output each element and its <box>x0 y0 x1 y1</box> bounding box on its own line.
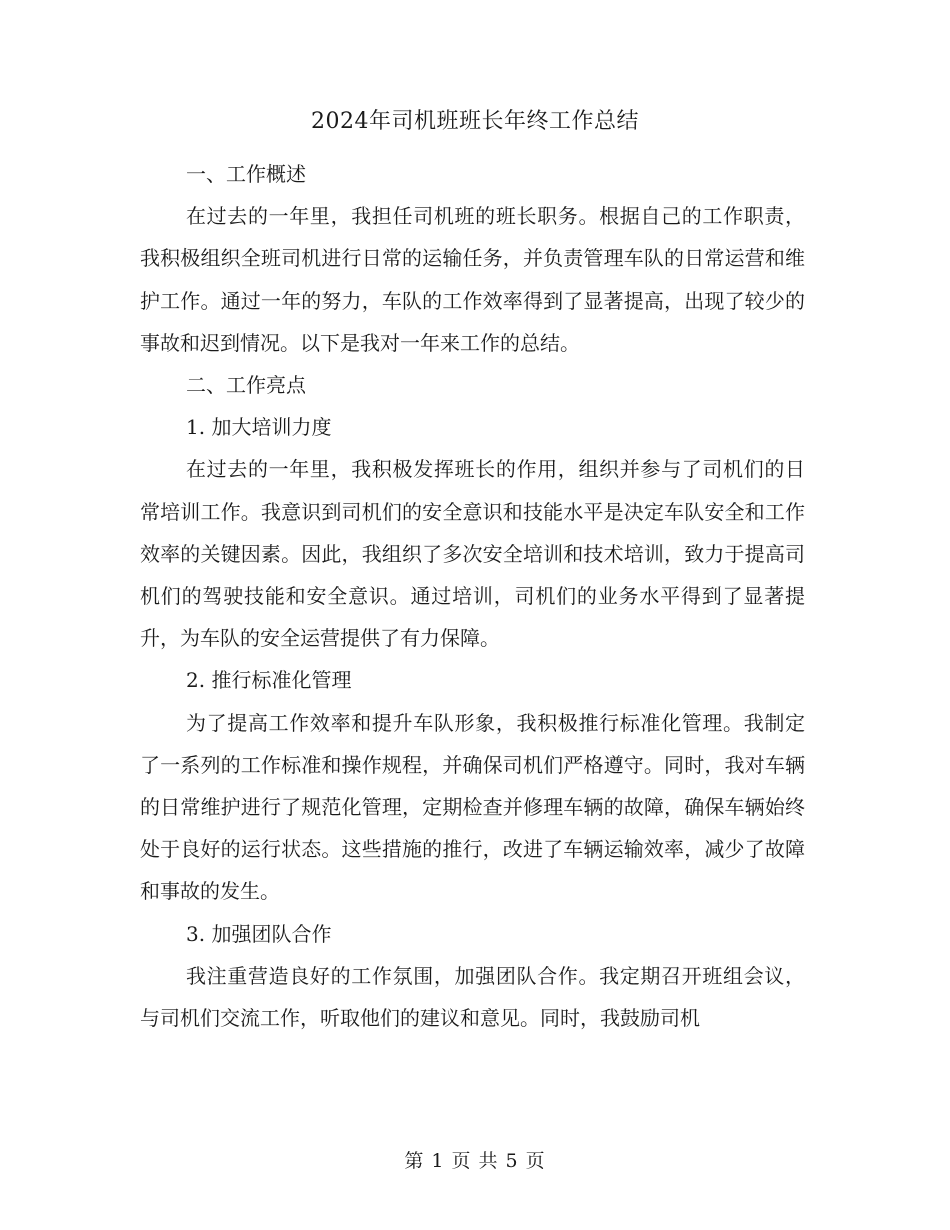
paragraph-training: 在过去的一年里，我积极发挥班长的作用，组织并参与了司机们的日常培训工作。我意识到司机们的安全意识和技能水平是决定车队安全和工作效率的关键因素。因此，我组织了多次安全培训和技术培训，致力于提高司机们的驾驶技能和安全意识。通过培训，司机们的业务水平得到了显著提升，为车队的安全运营提供了有力保障。 <box>140 457 805 651</box>
subheading-training: 1. 加大培训力度 <box>186 415 332 440</box>
subheading-standardization: 2. 推行标准化管理 <box>186 668 352 693</box>
section-heading-highlights: 二、工作亮点 <box>186 373 306 398</box>
subheading-teamwork: 3. 加强团队合作 <box>186 921 332 946</box>
document-title: 2024年司机班班长年终工作总结 <box>311 109 639 134</box>
section-heading-overview: 一、工作概述 <box>186 162 306 186</box>
paragraph-standardization: 为了提高工作效率和提升车队形象，我积极推行标准化管理。我制定了一系列的工作标准和操作规程，并确保司机们严格遵守。同时，我对车辆的日常维护进行了规范化管理，定期检查并修理车辆的故障，确保车辆始终处于良好的运行状态。这些措施的推行，改进了车辆运输效率，减少了故障和事故的发生。 <box>140 710 805 904</box>
document-body <box>140 153 805 1039</box>
paragraph-overview: 在过去的一年里，我担任司机班的班长职务。根据自己的工作职责，我积极组织全班司机进行日常的运输任务，并负责管理车队的日常运营和维护工作。通过一年的努力，车队的工作效率得到了显著提高，出现了较少的事故和迟到情况。以下是我对一年来工作的总结。 <box>140 204 805 355</box>
paragraph-teamwork: 我注重营造良好的工作氛围，加强团队合作。我定期召开班组会议，与司机们交流工作，听取他们的建议和意见。同时，我鼓励司机 <box>140 963 805 1031</box>
page-number-footer: 第 1 页 共 5 页 <box>404 1150 546 1172</box>
